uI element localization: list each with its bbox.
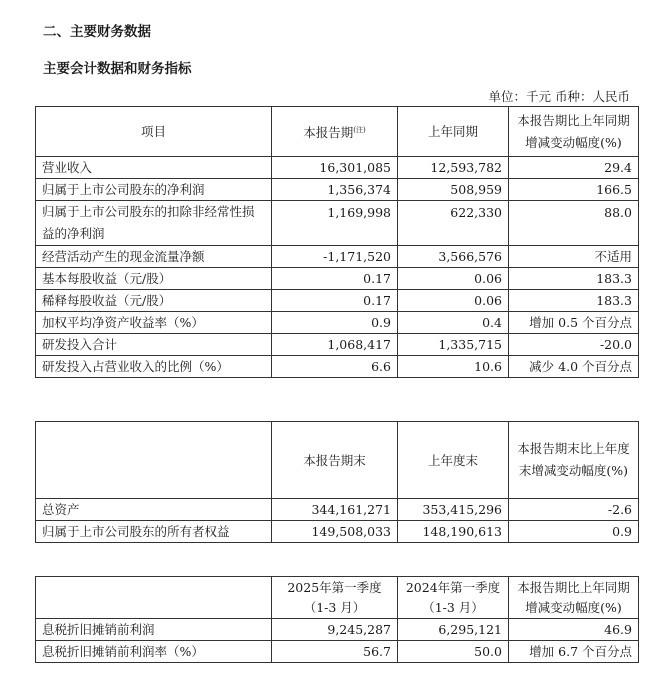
key-accounting-data-table <box>35 106 639 378</box>
row-label: 基本每股收益（元/股） <box>36 268 272 290</box>
row-prior: 10.6 <box>398 356 509 378</box>
header-change: 本报告期比上年同期增减变动幅度(%) <box>509 577 639 619</box>
row-prior: 0.4 <box>398 312 509 334</box>
header-current-period <box>272 107 398 157</box>
header-2025-q1: 2025年第一季度（1-3 月） <box>272 577 398 619</box>
table-row <box>36 334 639 356</box>
header-change: 本报告期比上年同期增减变动幅度(%) <box>509 107 639 157</box>
row-label: 稀释每股收益（元/股） <box>36 290 272 312</box>
row-change: -2.6 <box>509 499 639 521</box>
row-current: 0.17 <box>272 268 398 290</box>
row-label: 归属于上市公司股东的所有者权益 <box>36 521 272 543</box>
row-label: 研发投入合计 <box>36 334 272 356</box>
table-row <box>36 312 639 334</box>
header-current-period-label: 本报告期 <box>303 125 354 141</box>
row-label: 营业收入 <box>36 157 272 179</box>
table-row <box>36 268 639 290</box>
row-current: 1,356,374 <box>272 179 398 201</box>
row-change: 0.9 <box>509 521 639 543</box>
subsection-heading: 主要会计数据和财务指标 <box>43 61 192 77</box>
row-label: 息税折旧摊销前利润 <box>36 619 272 641</box>
row-prior: 50.0 <box>398 641 509 663</box>
table-row <box>36 201 639 246</box>
header-item: 项目 <box>36 107 272 157</box>
row-change: 29.4 <box>509 157 639 179</box>
row-change: 不适用 <box>509 246 639 268</box>
row-prior: 0.06 <box>398 290 509 312</box>
table-row <box>36 356 639 378</box>
row-current: 16,301,085 <box>272 157 398 179</box>
table-header-row <box>36 107 639 157</box>
balance-sheet-table <box>35 421 639 543</box>
row-change: 46.9 <box>509 619 639 641</box>
table-row <box>36 246 639 268</box>
header-item <box>36 577 272 619</box>
row-label: 加权平均净资产收益率（%） <box>36 312 272 334</box>
row-change: 183.3 <box>509 290 639 312</box>
row-prior: 6,295,121 <box>398 619 509 641</box>
table-row <box>36 521 639 543</box>
table-header-row <box>36 577 639 619</box>
row-current: 56.7 <box>272 641 398 663</box>
row-change: 183.3 <box>509 268 639 290</box>
row-change: 88.0 <box>509 201 639 246</box>
row-prior: 12,593,782 <box>398 157 509 179</box>
row-prior: 0.06 <box>398 268 509 290</box>
row-change: 增加 6.7 个百分点 <box>509 641 639 663</box>
row-prior: 3,566,576 <box>398 246 509 268</box>
row-label: 经营活动产生的现金流量净额 <box>36 246 272 268</box>
table-row <box>36 499 639 521</box>
table-row <box>36 619 639 641</box>
table-row <box>36 290 639 312</box>
table-row <box>36 179 639 201</box>
header-prior-period: 上年同期 <box>398 107 509 157</box>
header-item <box>36 422 272 499</box>
header-2024-q1: 2024年第一季度（1-3 月） <box>398 577 509 619</box>
unit-currency-line: 单位：千元 币种：人民币 <box>488 89 630 104</box>
table-header-row <box>36 422 639 499</box>
row-current: 1,169,998 <box>272 201 398 246</box>
row-current: 1,068,417 <box>272 334 398 356</box>
row-label: 研发投入占营业收入的比例（%） <box>36 356 272 378</box>
header-current-period-end: 本报告期末 <box>272 422 398 499</box>
row-prior: 622,330 <box>398 201 509 246</box>
row-current: 6.6 <box>272 356 398 378</box>
row-current: 9,245,287 <box>272 619 398 641</box>
table-row <box>36 641 639 663</box>
row-label: 归属于上市公司股东的净利润 <box>36 179 272 201</box>
ebitda-table <box>35 576 639 663</box>
row-current: 0.9 <box>272 312 398 334</box>
row-change: 减少 4.0 个百分点 <box>509 356 639 378</box>
table-row <box>36 157 639 179</box>
row-prior: 353,415,296 <box>398 499 509 521</box>
row-current: 149,508,033 <box>272 521 398 543</box>
row-current: 344,161,271 <box>272 499 398 521</box>
row-prior: 148,190,613 <box>398 521 509 543</box>
header-change: 本报告期末比上年度末增减变动幅度(%) <box>509 422 639 499</box>
row-change: 增加 0.5 个百分点 <box>509 312 639 334</box>
row-label: 总资产 <box>36 499 272 521</box>
row-change: -20.0 <box>509 334 639 356</box>
header-prior-year-end: 上年度末 <box>398 422 509 499</box>
row-current: -1,171,520 <box>272 246 398 268</box>
row-current: 0.17 <box>272 290 398 312</box>
row-prior: 508,959 <box>398 179 509 201</box>
row-label: 归属于上市公司股东的扣除非经常性损益的净利润 <box>36 201 272 246</box>
section-heading: 二、主要财务数据 <box>43 24 151 40</box>
row-label: 息税折旧摊销前利润率（%） <box>36 641 272 663</box>
row-prior: 1,335,715 <box>398 334 509 356</box>
note-marker: (注) <box>353 125 366 134</box>
row-change: 166.5 <box>509 179 639 201</box>
